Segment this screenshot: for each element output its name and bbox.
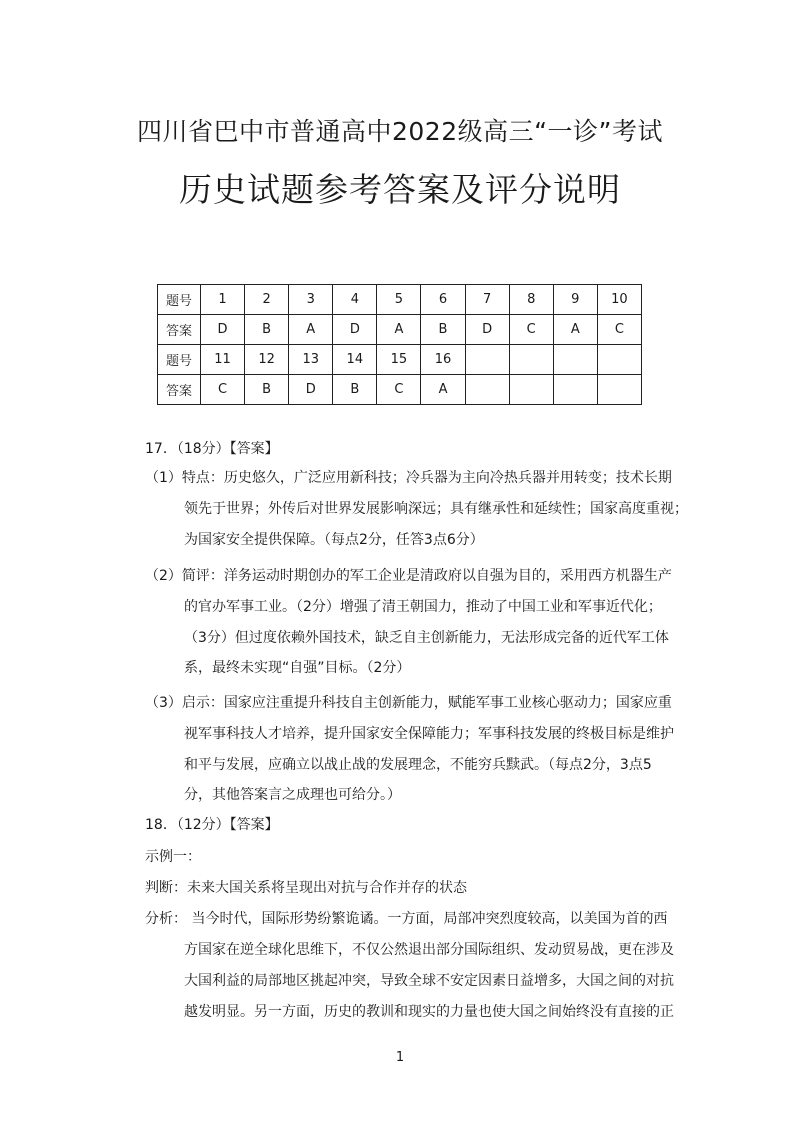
answer-table-cell: 16 xyxy=(421,345,465,375)
answer-table-row xyxy=(158,375,642,405)
q18-heading: 18．（12分）【答案】 xyxy=(145,817,279,833)
q17-part1-line: （1）特点：历史悠久，广泛应用新科技；冷兵器为主向冷热兵器并用转变；技术长期 xyxy=(145,470,672,486)
answer-table-cell: D xyxy=(333,315,377,345)
answer-table-cell xyxy=(465,375,509,405)
answer-table-cell: 7 xyxy=(465,285,509,315)
answer-table-cell: 2 xyxy=(245,285,289,315)
q18-analysis-line: 方国家在逆全球化思维下，不仅公然退出部分国际组织、发动贸易战，更在涉及 xyxy=(184,942,674,958)
q17-part3-line: （3）启示：国家应注重提升科技自主创新能力，赋能军事工业核心驱动力；国家应重 xyxy=(145,695,672,711)
row-label-cell: 题号 xyxy=(158,345,201,375)
answer-table-cell xyxy=(553,345,597,375)
answer-table-row xyxy=(158,315,642,345)
answer-table-cell: 3 xyxy=(289,285,333,315)
answer-table-row xyxy=(158,345,642,375)
q18-analysis-line: 越发明显。另一方面，历史的教训和现实的力量也使大国之间始终没有直接的正 xyxy=(184,1004,674,1020)
row-label-cell: 题号 xyxy=(158,285,201,315)
answer-table-cell: 14 xyxy=(333,345,377,375)
answer-table-cell: 12 xyxy=(245,345,289,375)
answer-table-cell: D xyxy=(465,315,509,345)
answer-table-cell: B xyxy=(421,315,465,345)
answer-table-cell: 10 xyxy=(597,285,641,315)
answer-table-cell xyxy=(509,345,553,375)
answer-table-cell: 15 xyxy=(377,345,421,375)
answer-table-cell: 1 xyxy=(201,285,245,315)
q17-heading: 17．（18分）【答案】 xyxy=(145,441,279,457)
answer-table-cell xyxy=(597,375,641,405)
answer-table-cell xyxy=(465,345,509,375)
page-number: 1 xyxy=(395,1050,405,1065)
q17-part3-line: 分，其他答案言之成理也可给分。） xyxy=(184,787,401,803)
answer-table-cell: C xyxy=(597,315,641,345)
q17-part3-line: 视军事科技人才培养，提升国家安全保障能力；军事科技发展的终极目标是维护 xyxy=(184,726,674,742)
q18-analysis-line: 分析： 当今时代，国际形势纷繁诡谲。一方面，局部冲突烈度较高，以美国为首的西 xyxy=(145,911,668,927)
exam-title: 四川省巴中市普通高中2022级高三“一诊”考试 xyxy=(136,117,664,146)
answer-table-cell: A xyxy=(377,315,421,345)
answer-table-cell: 5 xyxy=(377,285,421,315)
q17-part1-line: 为国家安全提供保障。（每点2分，任答3点6分） xyxy=(184,532,484,548)
answer-table-cell: A xyxy=(289,315,333,345)
answer-table-cell: 8 xyxy=(509,285,553,315)
row-label-cell: 答案 xyxy=(158,315,201,345)
answer-table-cell: B xyxy=(333,375,377,405)
answer-table-cell: 4 xyxy=(333,285,377,315)
answer-table-cell: C xyxy=(509,315,553,345)
q17-part2-line: （2）简评：洋务运动时期创办的军工企业是清政府以自强为目的，采用西方机器生产 xyxy=(145,568,672,584)
answer-table xyxy=(157,284,642,405)
answer-table-cell: B xyxy=(245,315,289,345)
q18-example-label: 示例一： xyxy=(145,849,201,865)
q17-part3-line: 和平与发展，应确立以战止战的发展理念，不能穷兵黩武。（每点2分，3点5 xyxy=(184,757,652,773)
answer-table-cell: A xyxy=(421,375,465,405)
answer-table-cell: C xyxy=(201,375,245,405)
answer-table-cell xyxy=(597,345,641,375)
q18-analysis-line: 大国利益的局部地区挑起冲突，导致全球不安定因素日益增多，大国之间的对抗 xyxy=(184,973,674,989)
page-title: 历史试题参考答案及评分说明 xyxy=(179,170,621,209)
q17-part2-line: 系，最终未实现“自强”目标。（2分） xyxy=(184,660,411,676)
answer-table-cell xyxy=(553,375,597,405)
answer-table-row xyxy=(158,285,642,315)
answer-table-cell: D xyxy=(289,375,333,405)
q17-part1-line: 领先于世界；外传后对世界发展影响深远；具有继承性和延续性；国家高度重视； xyxy=(184,501,688,517)
q17-part2-line: （3分）但过度依赖外国技术，缺乏自主创新能力，无法形成完备的近代军工体 xyxy=(184,630,669,646)
q18-judgment: 判断：未来大国关系将呈现出对抗与合作并存的状态 xyxy=(145,880,467,896)
row-label-cell: 答案 xyxy=(158,375,201,405)
answer-table-cell: C xyxy=(377,375,421,405)
answer-table-cell xyxy=(509,375,553,405)
answer-table-cell: D xyxy=(201,315,245,345)
answer-table-cell: 6 xyxy=(421,285,465,315)
answer-table-cell: 9 xyxy=(553,285,597,315)
q17-part2-line: 的官办军事工业。（2分）增强了清王朝国力，推动了中国工业和军事近代化； xyxy=(184,599,662,615)
answer-table-cell: 11 xyxy=(201,345,245,375)
answer-table-cell: 13 xyxy=(289,345,333,375)
answer-table-cell: A xyxy=(553,315,597,345)
answer-table-cell: B xyxy=(245,375,289,405)
